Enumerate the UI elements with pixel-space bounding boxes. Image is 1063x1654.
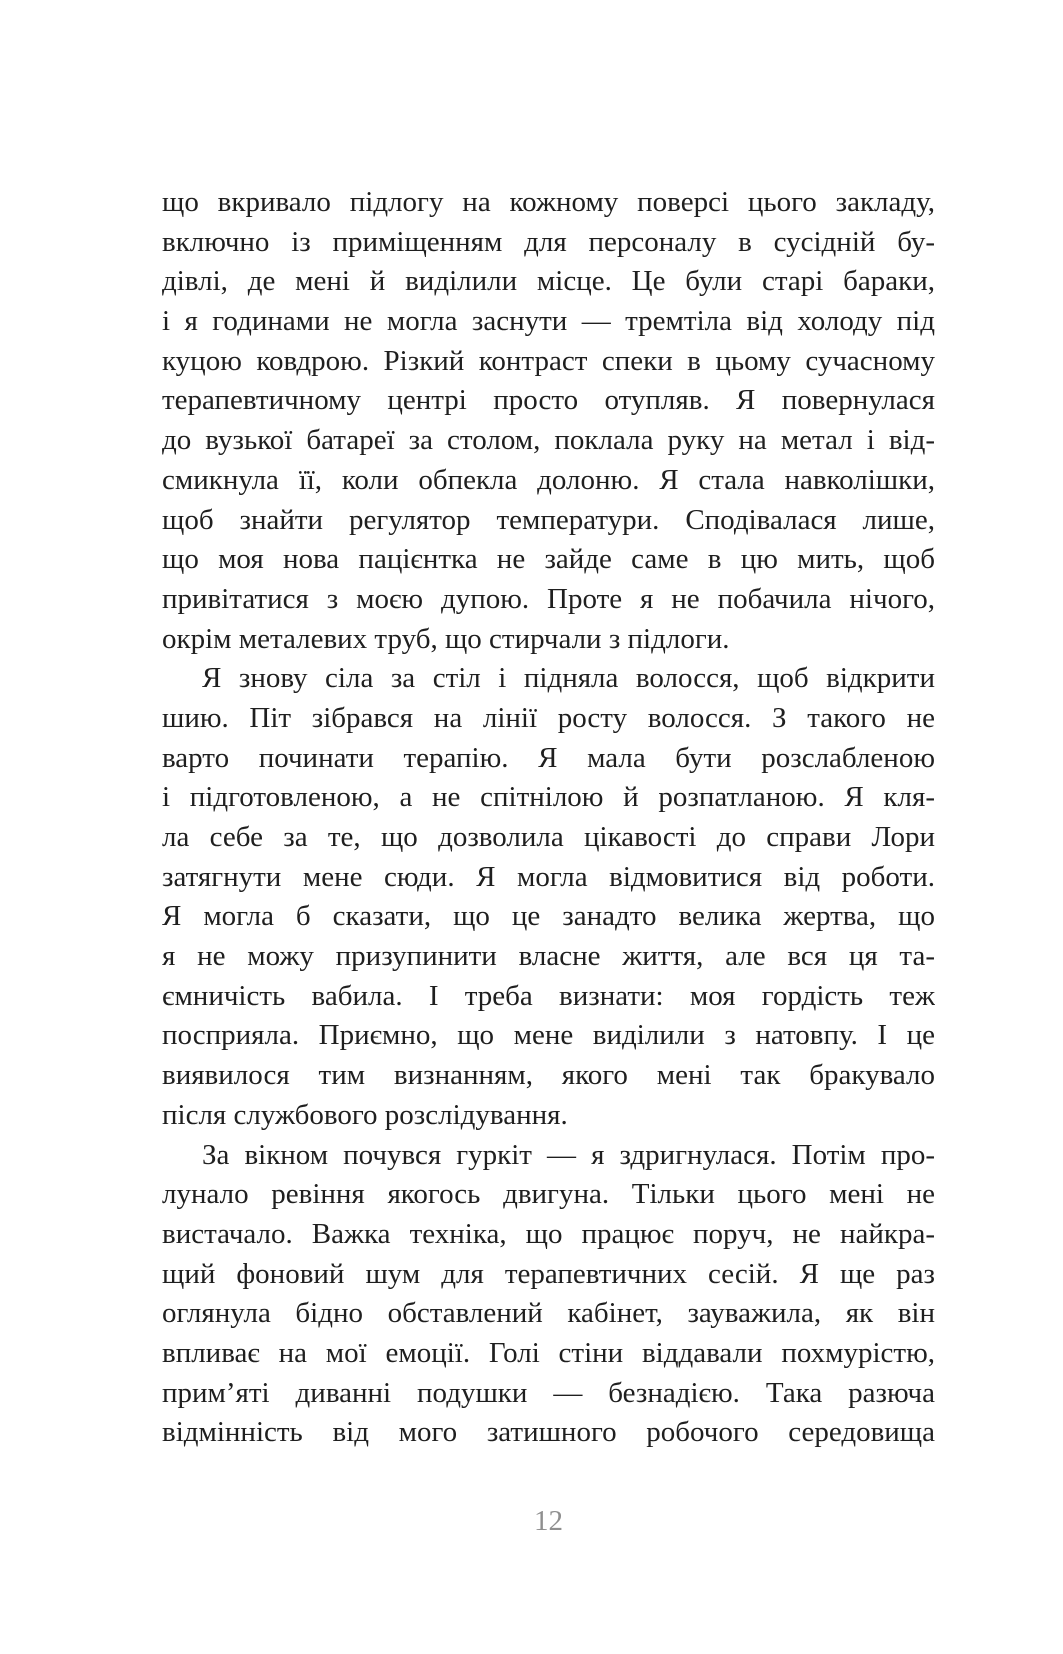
- text-line: після службового розслідування.: [162, 1098, 568, 1131]
- text-line: За вікном почувся гуркіт — я здригнулася. Потім про-: [202, 1138, 935, 1171]
- text-line: лунало ревіння якогось двигуна. Тільки цього мені не: [162, 1178, 935, 1211]
- text-line: я не можу призупинити власне життя, але вся ця та-: [162, 940, 935, 973]
- text-line: включно із приміщенням для персоналу в сусідній бу-: [162, 225, 935, 258]
- text-line: щий фоновий шум для терапевтичних сесій. Я ще раз: [162, 1257, 935, 1290]
- text-line: вистачало. Важка техніка, що працює поруч, не найкра-: [162, 1217, 935, 1250]
- text-line: до вузької батареї за столом, поклала руку на метал і від-: [162, 424, 935, 457]
- text-line: куцою ковдрою. Різкий контраст спеки в цьому сучасному: [162, 344, 935, 377]
- text-line: і підготовленою, а не спітнілою й розпатланою. Я кля-: [162, 781, 935, 814]
- text-line: відмінність від мого затишного робочого середовища: [162, 1416, 935, 1449]
- text-line: смикнула її, коли обпекла долоню. Я стала навколішки,: [162, 463, 935, 496]
- text-block: [162, 183, 935, 1453]
- text-line: що вкривало підлогу на кожному поверсі цього закладу,: [162, 186, 935, 218]
- text-line: що моя нова пацієнтка не зайде саме в цю мить, щоб: [162, 543, 935, 576]
- text-line: привітатися з моєю дупою. Проте я не побачила нічого,: [162, 582, 935, 615]
- text-line: ємничість вабила. І треба визнати: моя гордість теж: [162, 979, 935, 1012]
- text-line: виявилося тим визнанням, якого мені так бракувало: [162, 1059, 935, 1092]
- text-line: шию. Піт зібрався на лінії росту волосся. З такого не: [162, 701, 935, 734]
- text-line: терапевтичному центрі просто отупляв. Я повернулася: [162, 384, 935, 417]
- text-line: дівлі, де мені й виділили місце. Це були старі бараки,: [162, 265, 935, 298]
- text-line: щоб знайти регулятор температури. Сподівалася лише,: [162, 503, 935, 536]
- page-number: 12: [534, 1505, 563, 1537]
- text-line: оглянула бідно обставлений кабінет, зауважила, як він: [162, 1297, 935, 1330]
- text-line: і я годинами не могла заснути — тремтіла від холоду під: [162, 305, 935, 338]
- text-line: затягнути мене сюди. Я могла відмовитися від роботи.: [162, 860, 935, 893]
- text-line: окрім металевих труб, що стирчали з підлоги.: [162, 622, 730, 655]
- text-line: посприяла. Приємно, що мене виділили з натовпу. І це: [162, 1019, 935, 1052]
- text-line: ла себе за те, що дозволила цікавості до справи Лори: [162, 821, 935, 853]
- text-line: Я могла б сказати, що це занадто велика жертва, що: [162, 900, 935, 933]
- text-line: прим’яті диванні подушки — безнадією. Така разюча: [162, 1376, 935, 1409]
- text-line: Я знову сіла за стіл і підняла волосся, щоб відкрити: [202, 662, 935, 695]
- text-line: варто починати терапію. Я мала бути розслабленою: [162, 741, 935, 774]
- text-line: впливає на мої емоції. Голі стіни віддавали похмурістю,: [162, 1336, 935, 1369]
